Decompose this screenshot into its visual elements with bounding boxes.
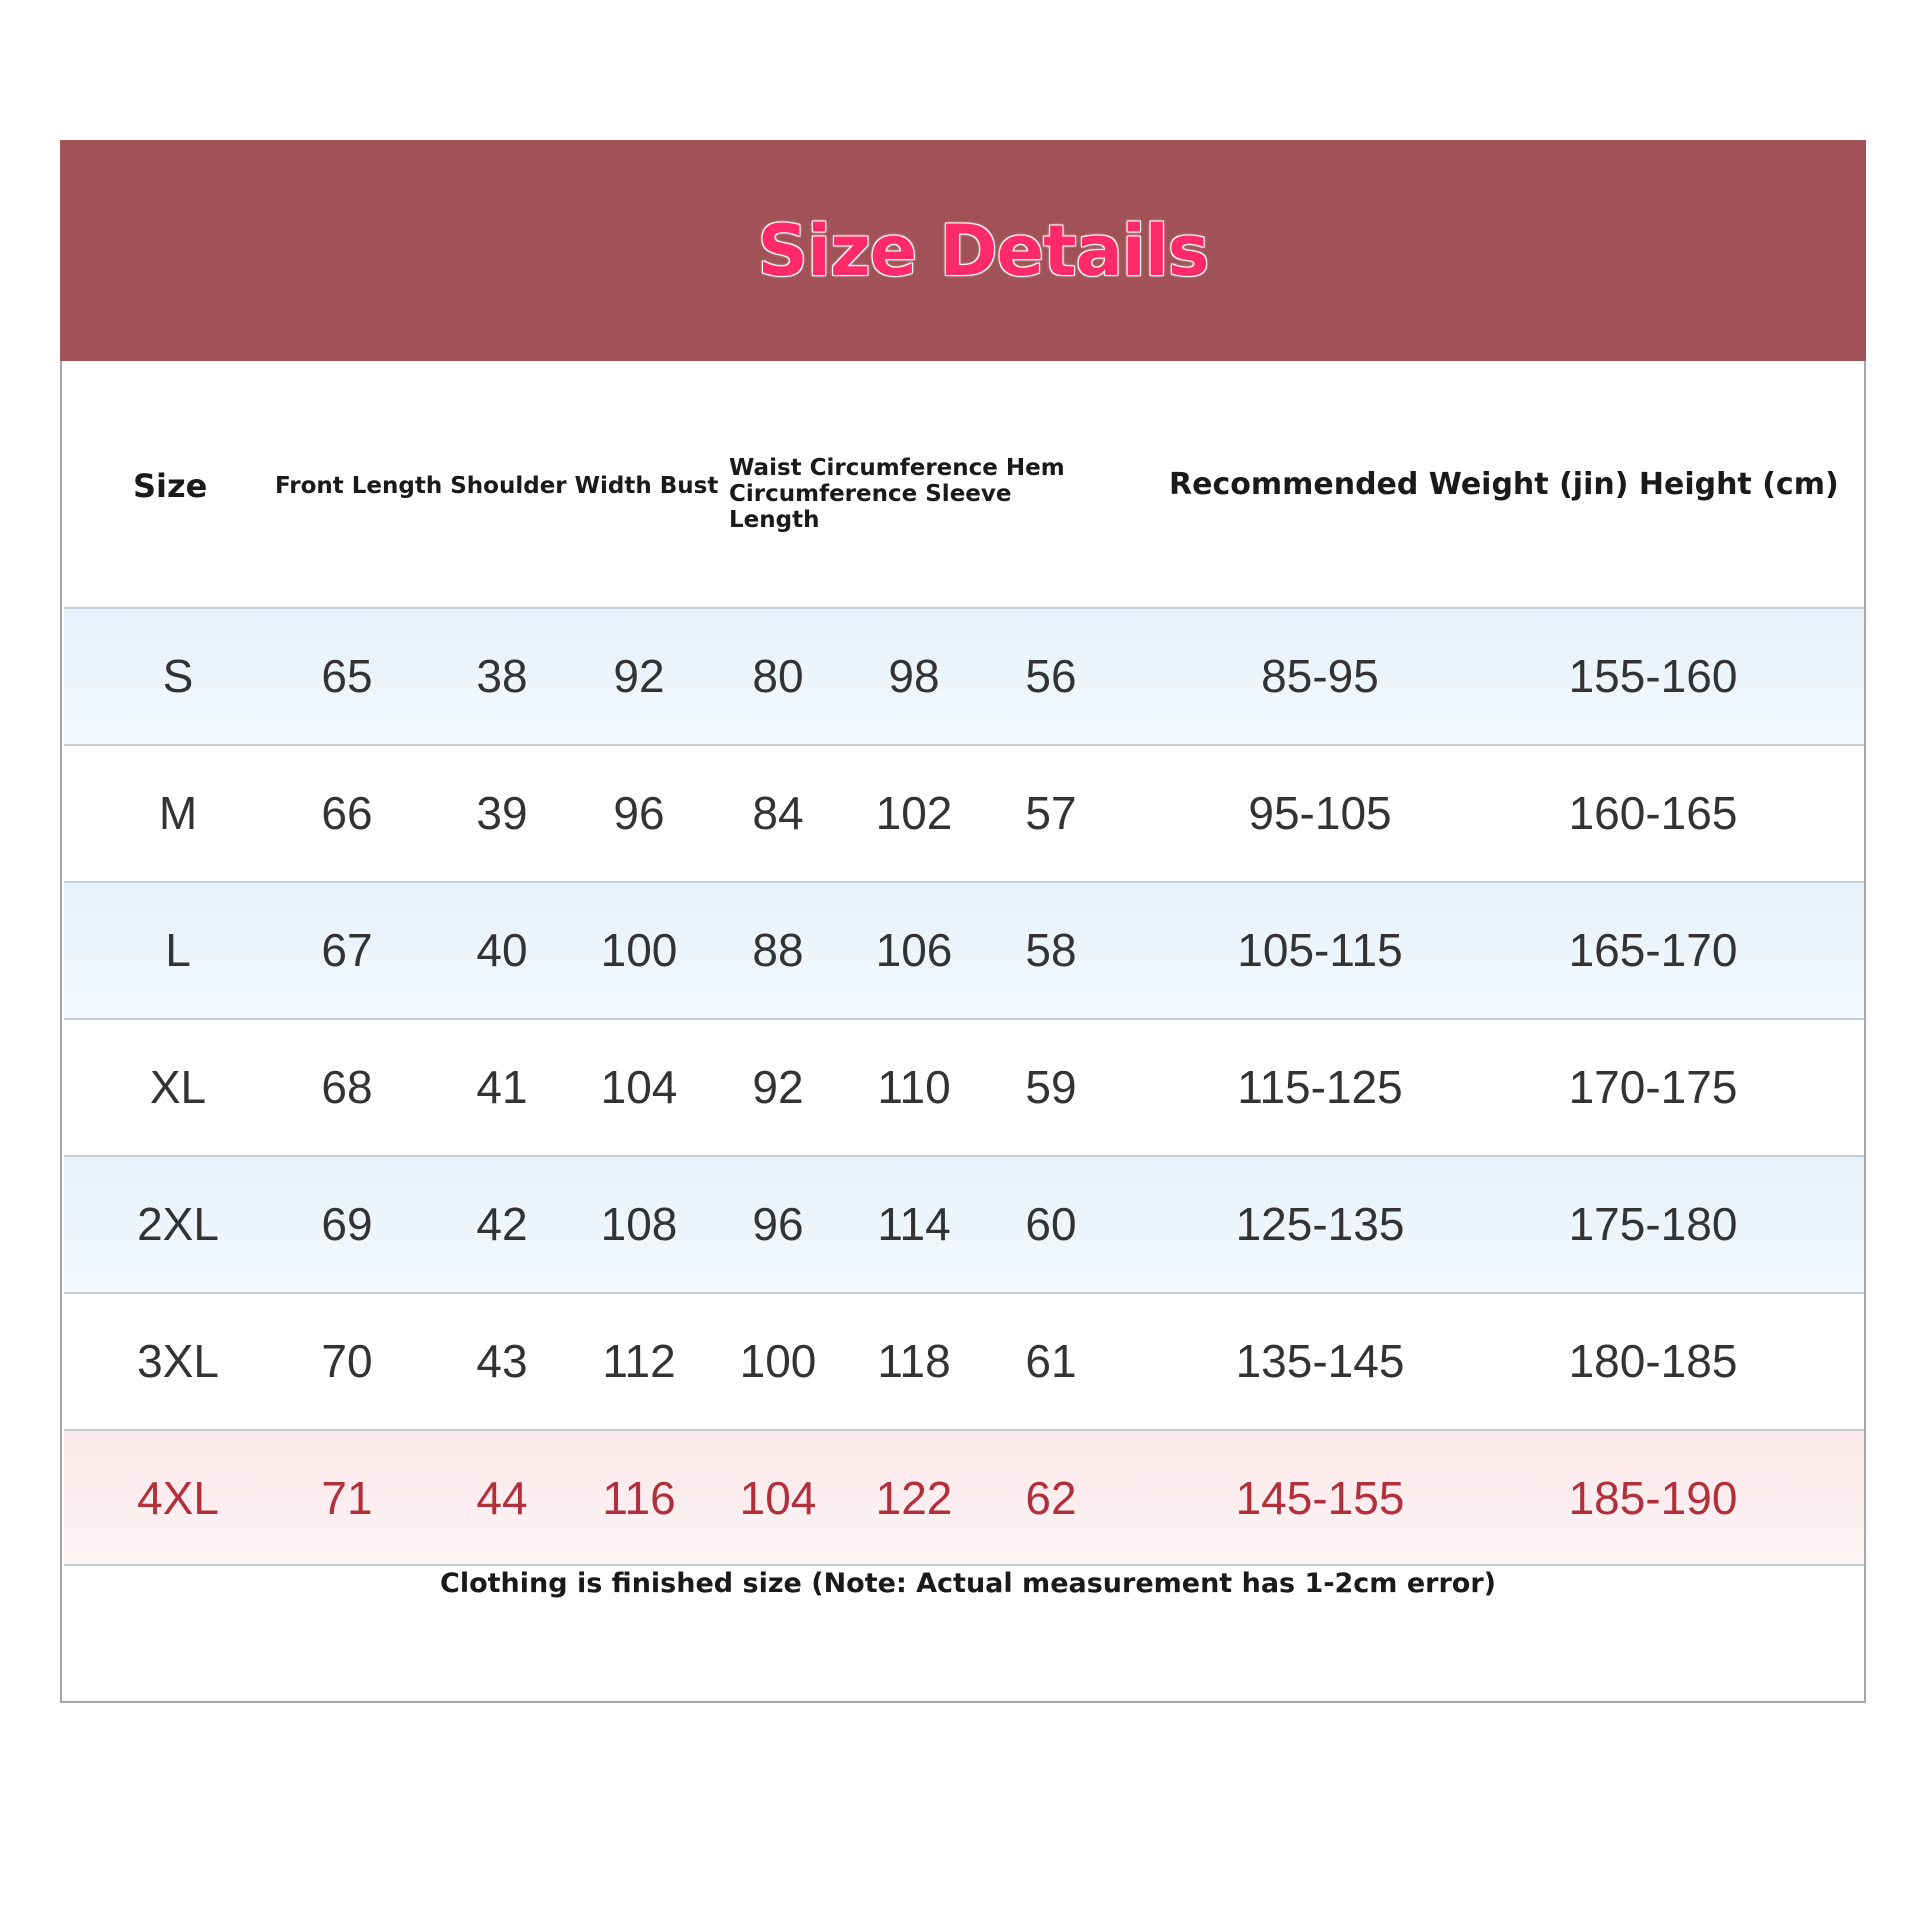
- cell-bust: 116: [602, 1472, 676, 1524]
- cell-height: 170-175: [1568, 1061, 1738, 1113]
- cell-hem: 110: [877, 1061, 951, 1113]
- cell-sleeve: 59: [1025, 1061, 1077, 1113]
- cell-size: 4XL: [137, 1472, 219, 1524]
- header-weight-height: Recommended Weight (jin) Height (cm): [1169, 467, 1839, 502]
- table-row: [64, 744, 1864, 881]
- cell-shoulder-width: 44: [476, 1472, 528, 1524]
- page-title: Size Details: [757, 209, 1209, 292]
- cell-bust: 108: [600, 1198, 678, 1250]
- table-header: [62, 361, 1864, 607]
- cell-size: XL: [149, 1061, 207, 1113]
- cell-shoulder-width: 42: [476, 1198, 528, 1250]
- cell-weight: 145-155: [1235, 1472, 1405, 1524]
- header-waist-hem-sleeve: Waist Circumference Hem Circumference Sleeve Length: [729, 455, 1065, 533]
- cell-sleeve: 60: [1025, 1198, 1077, 1250]
- cell-hem: 102: [875, 787, 953, 839]
- cell-weight: 115-125: [1237, 1061, 1403, 1113]
- cell-front-length: 66: [321, 787, 373, 839]
- cell-weight: 95-105: [1248, 787, 1392, 839]
- cell-sleeve: 56: [1025, 650, 1077, 702]
- cell-waist: 104: [739, 1472, 817, 1524]
- title-banner: [60, 140, 1866, 361]
- cell-height: 155-160: [1568, 650, 1738, 702]
- cell-hem: 122: [875, 1472, 953, 1524]
- cell-waist: 88: [752, 924, 804, 976]
- cell-shoulder-width: 41: [476, 1061, 528, 1113]
- cell-sleeve: 57: [1025, 787, 1077, 839]
- cell-shoulder-width: 43: [476, 1335, 528, 1387]
- cell-hem: 98: [888, 650, 940, 702]
- cell-front-length: 67: [321, 924, 373, 976]
- cell-hem: 118: [877, 1335, 951, 1387]
- cell-waist: 96: [752, 1198, 804, 1250]
- header-size: Size: [133, 467, 208, 505]
- cell-height: 185-190: [1568, 1472, 1738, 1524]
- footer-note: Clothing is finished size (Note: Actual measurement has 1-2cm error): [440, 1568, 1496, 1599]
- cell-shoulder-width: 38: [476, 650, 528, 702]
- cell-shoulder-width: 39: [476, 787, 528, 839]
- cell-weight: 135-145: [1235, 1335, 1405, 1387]
- cell-bust: 92: [613, 650, 665, 702]
- cell-bust: 112: [602, 1335, 676, 1387]
- cell-size: S: [162, 650, 194, 702]
- cell-bust: 104: [600, 1061, 678, 1113]
- cell-bust: 100: [600, 924, 678, 976]
- cell-height: 180-185: [1568, 1335, 1738, 1387]
- cell-size: 2XL: [137, 1198, 219, 1250]
- cell-sleeve: 62: [1025, 1472, 1077, 1524]
- table-row: [64, 1429, 1864, 1566]
- cell-weight: 105-115: [1237, 924, 1403, 976]
- cell-weight: 125-135: [1235, 1198, 1405, 1250]
- table-row: [64, 1292, 1864, 1429]
- cell-sleeve: 58: [1025, 924, 1077, 976]
- size-table-body: [64, 607, 1864, 1566]
- cell-sleeve: 61: [1025, 1335, 1077, 1387]
- cell-front-length: 65: [321, 650, 373, 702]
- cell-front-length: 70: [321, 1335, 373, 1387]
- cell-weight: 85-95: [1261, 650, 1379, 702]
- cell-waist: 92: [752, 1061, 804, 1113]
- cell-height: 165-170: [1568, 924, 1738, 976]
- cell-size: 3XL: [137, 1335, 219, 1387]
- cell-shoulder-width: 40: [476, 924, 528, 976]
- cell-height: 175-180: [1568, 1198, 1738, 1250]
- table-row: [64, 607, 1864, 744]
- cell-size: L: [165, 924, 191, 976]
- cell-front-length: 68: [321, 1061, 373, 1113]
- cell-hem: 106: [875, 924, 953, 976]
- cell-front-length: 71: [321, 1472, 373, 1524]
- cell-front-length: 69: [321, 1198, 373, 1250]
- table-row: [64, 881, 1864, 1018]
- cell-waist: 80: [752, 650, 804, 702]
- size-chart-card: [60, 140, 1866, 1703]
- cell-size: M: [158, 787, 198, 839]
- header-front-shoulder-bust: Front Length Shoulder Width Bust: [275, 473, 719, 499]
- cell-waist: 100: [739, 1335, 817, 1387]
- cell-height: 160-165: [1568, 787, 1738, 839]
- table-row: [64, 1018, 1864, 1155]
- table-row: [64, 1155, 1864, 1292]
- cell-bust: 96: [613, 787, 665, 839]
- cell-waist: 84: [752, 787, 804, 839]
- cell-hem: 114: [877, 1198, 951, 1250]
